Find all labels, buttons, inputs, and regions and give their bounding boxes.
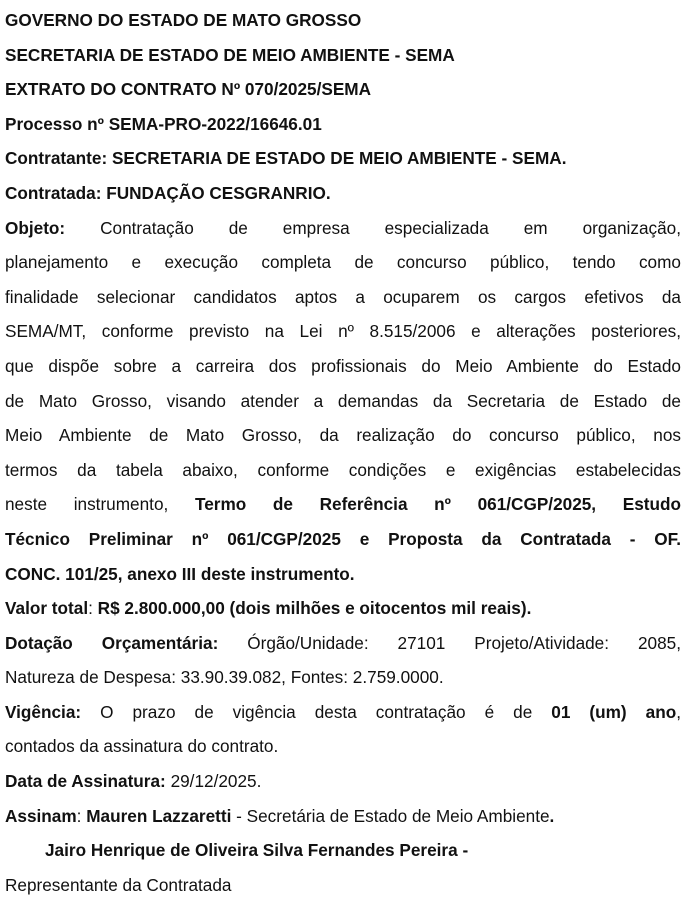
object-line: de Mato Grosso, visando atender a demandas da Secretaria de Estado de bbox=[5, 390, 681, 411]
signer-2: Jairo Henrique de Oliveira Silva Fernandes Pereira - bbox=[45, 840, 469, 861]
extract-title: EXTRATO DO CONTRATO Nº 070/2025/SEMA bbox=[5, 79, 372, 100]
signers: Assinam: Mauren Lazzaretti - Secretária de Estado de Meio Ambiente. bbox=[5, 805, 555, 826]
object-line: Meio Ambiente de Mato Grosso, da realização do concurso público, nos bbox=[5, 425, 681, 446]
total-value: Valor total: R$ 2.800.000,00 (dois milhões e oitocentos mil reais). bbox=[5, 598, 532, 619]
object-line: termos da tabela abaixo, conforme condições e exigências estabelecidas bbox=[5, 459, 681, 480]
object-line: finalidade selecionar candidatos aptos a ocuparem os cargos efetivos da bbox=[5, 286, 681, 307]
signer-1: Mauren Lazzaretti bbox=[86, 805, 232, 826]
budget-paragraph: Dotação Orçamentária: Órgão/Unidade: 27101 Projeto/Atividade: 2085, Natureza de Despesa: 33.90.39.082, Fontes: 2.759.0000. bbox=[5, 632, 681, 688]
object-line: Técnico Preliminar nº 061/CGP/2025 e Proposta da Contratada - OF. bbox=[5, 528, 681, 549]
object-line: neste instrumento, Termo de Referência nº 061/CGP/2025, Estudo bbox=[5, 494, 681, 515]
secretariat-heading: SECRETARIA DE ESTADO DE MEIO AMBIENTE - SEMA bbox=[5, 44, 455, 65]
term-paragraph: Vigência: O prazo de vigência desta contratação é de 01 (um) ano, contados da assinatura do contrato. bbox=[5, 701, 681, 757]
object-line: SEMA/MT, conforme previsto na Lei nº 8.515/2006 e alterações posteriores, bbox=[5, 321, 681, 342]
total-amount: R$ 2.800.000,00 (dois milhões e oitocentos mil reais). bbox=[97, 598, 532, 619]
object-label: Objeto: bbox=[5, 217, 66, 238]
contractor: Contratante: SECRETARIA DE ESTADO DE MEIO AMBIENTE - SEMA. bbox=[5, 148, 567, 169]
process-number: Processo nº SEMA-PRO-2022/16646.01 bbox=[5, 113, 322, 134]
term-label: Vigência: bbox=[5, 701, 82, 722]
contracted: Contratada: FUNDAÇÃO CESGRANRIO. bbox=[5, 182, 331, 203]
signer-2-role: Representante da Contratada bbox=[5, 874, 232, 895]
object-paragraph bbox=[5, 211, 681, 592]
object-line: que dispõe sobre a carreira dos profissionais do Meio Ambiente do Estado bbox=[5, 355, 681, 376]
budget-label: Dotação Orçamentária: bbox=[5, 632, 219, 653]
signature-date: Data de Assinatura: 29/12/2025. bbox=[5, 771, 262, 792]
object-line: CONC. 101/25, anexo III deste instrumento. bbox=[5, 563, 355, 584]
object-line: Objeto: Contratação de empresa especializada em organização, bbox=[5, 217, 681, 238]
object-line: planejamento e execução completa de concurso público, tendo como bbox=[5, 252, 681, 273]
government-heading: GOVERNO DO ESTADO DE MATO GROSSO bbox=[5, 10, 362, 30]
